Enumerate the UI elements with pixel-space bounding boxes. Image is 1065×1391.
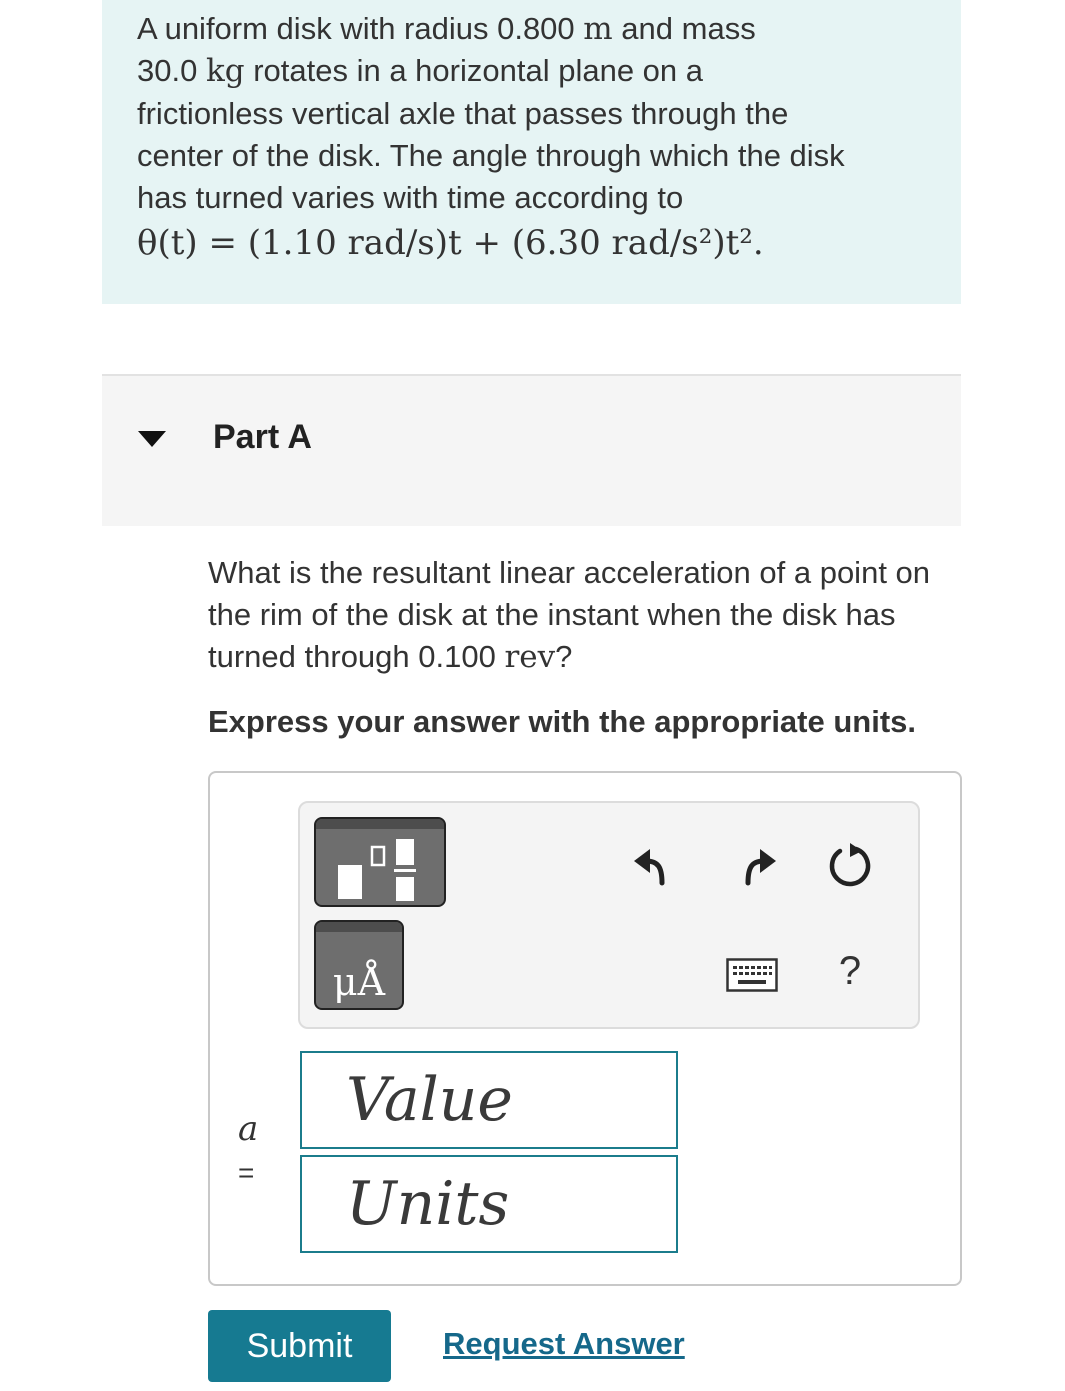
help-icon[interactable]: ? (838, 948, 862, 993)
answer-instruction: Express your answer with the appropriate units. (208, 704, 917, 739)
units-button[interactable] (314, 920, 404, 1010)
question-text (208, 552, 978, 678)
submit-button[interactable]: Submit (208, 1310, 391, 1382)
part-a-header[interactable] (102, 374, 961, 526)
equals-sign: = (238, 1157, 255, 1188)
problem-line-1 (137, 8, 756, 50)
question-end: ? (555, 639, 573, 674)
part-title: Part A (213, 418, 312, 456)
reset-icon (826, 841, 874, 889)
problem-text: and mass (612, 11, 756, 46)
units-input[interactable] (302, 1157, 676, 1251)
units-icon: μÅ (332, 960, 386, 1004)
redo-icon (734, 843, 778, 887)
angle-formula: θ(t) = (1.10 rad/s)t + (6.30 rad/s²)t². (137, 223, 764, 263)
reset-button[interactable] (824, 839, 876, 891)
templates-icon (316, 819, 444, 905)
problem-text: A uniform disk with radius 0.800 (137, 11, 584, 46)
problem-line-5: has turned varies with time according to (137, 180, 684, 215)
undo-icon (632, 843, 676, 887)
request-answer-link[interactable]: Request Answer (443, 1326, 685, 1361)
answer-box (208, 771, 962, 1286)
value-field-box[interactable] (300, 1051, 678, 1149)
value-input[interactable] (302, 1053, 676, 1147)
unit-rev: rev (504, 639, 556, 675)
undo-button[interactable] (628, 839, 680, 891)
problem-text: rotates in a horizontal plane on a (244, 53, 704, 88)
answer-variable: a (238, 1109, 259, 1149)
question-body: What is the resultant linear acceleration of a point on the rim of the disk at the instant when the disk has turned through 0.100 (208, 555, 931, 674)
collapse-caret-icon[interactable] (138, 431, 166, 447)
unit-kg: kg (205, 53, 245, 89)
button-cap (316, 922, 402, 932)
problem-statement (102, 0, 961, 304)
templates-button[interactable] (314, 817, 446, 907)
redo-button[interactable] (730, 839, 782, 891)
math-toolbar (298, 801, 920, 1029)
problem-line-3: frictionless vertical axle that passes through the (137, 96, 789, 131)
units-field-box[interactable] (300, 1155, 678, 1253)
problem-line-4: center of the disk. The angle through which the disk (137, 138, 845, 173)
unit-meters: m (583, 11, 613, 47)
problem-text: 30.0 (137, 53, 206, 88)
keyboard-button[interactable] (724, 951, 780, 999)
problem-line-2 (137, 50, 703, 92)
keyboard-icon (726, 958, 778, 992)
